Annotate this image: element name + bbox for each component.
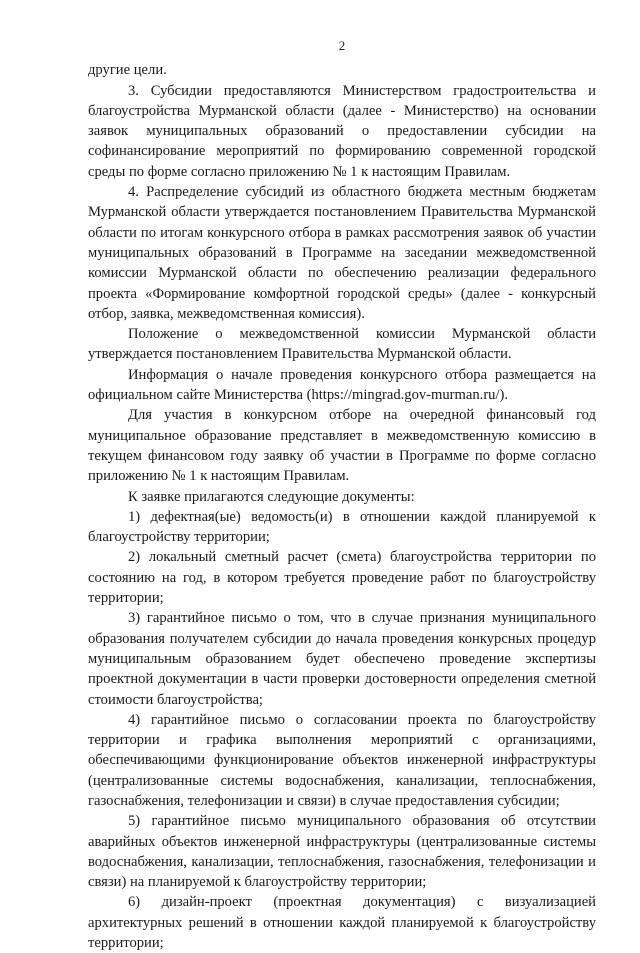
paragraph: К заявке прилагаются следующие документы: xyxy=(128,488,415,505)
paragraph: 2) локальный сметный расчет (смета) благоустройства территории по состоянию на год, в котором требуется проведение работ по благоустройству территории; xyxy=(88,549,596,607)
paragraph: другие цели. xyxy=(88,62,167,79)
paragraph: 6) дизайн-проект (проектная документация) с визуализацией архитектурных решений в отношении каждой планируемой к благоустройству территории; xyxy=(88,894,596,952)
paragraph: 4) гарантийное письмо о согласовании проекта по благоустройству территории и графика выполнения мероприятий с организациями, обеспечивающими функционирование объектов инженерной инфраструктуры (централизованные системы водоснабжения, канализации, теплоснабжения, газоснабжения, телефонизации и связи) в случае предоставления субсидии; xyxy=(88,711,596,809)
page-number: 2 xyxy=(338,38,346,53)
paragraph: 1) дефектная(ые) ведомость(и) в отношении каждой планируемой к благоустройству территории; xyxy=(88,508,596,546)
paragraph: 4. Распределение субсидий из областного бюджета местным бюджетам Мурманской области утверждается постановлением Правительства Мурманской области по итогам конкурсного отбора в рамках рассмотрения заявок об участии муниципальных образований в Программе на заседании межведомственной комиссии Мурманской области по обеспечению реализации федерального проекта «Формирование комфортной городской среды» (далее - конкурсный отбор, заявка, межведомственная комиссия). xyxy=(88,184,596,322)
paragraph: 3) гарантийное письмо о том, что в случае признания муниципального образования получателем субсидии до начала проведения конкурсных процедур муниципальным образованием будет обеспечено проведение экспертизы проектной документации в части проверки достоверности определения сметной стоимости благоустройства; xyxy=(88,610,596,708)
paragraph: 3. Субсидии предоставляются Министерством градостроительства и благоустройства Мурманской области (далее - Министерство) на основании заявок муниципальных образований о предоставлении субсидии на софинансирование мероприятий по формированию современной городской среды по форме согласно приложению № 1 к настоящим Правилам. xyxy=(88,82,596,180)
paragraph: Для участия в конкурсном отборе на очередной финансовый год муниципальное образование представляет в межведомственную комиссию в текущем финансовом году заявку об участии в Программе по форме согласно приложению № 1 к настоящим Правилам. xyxy=(88,407,596,485)
document-body xyxy=(88,60,596,953)
paragraph: Положение о межведомственной комиссии Мурманской области утверждается постановлением Правительства Мурманской области. xyxy=(88,326,596,363)
paragraph: Информация о начале проведения конкурсного отбора размещается на официальном сайте Министерства (https://mingrad.gov-murman.ru/). xyxy=(88,366,596,404)
document-page xyxy=(88,36,596,953)
paragraph: 5) гарантийное письмо муниципального образования об отсутствии аварийных объектов инженерной инфраструктуры (централизованные системы водоснабжения, канализации, теплоснабжения, газоснабжения, телефонизации и связи) на планируемой к благоустройству территории; xyxy=(88,813,596,891)
